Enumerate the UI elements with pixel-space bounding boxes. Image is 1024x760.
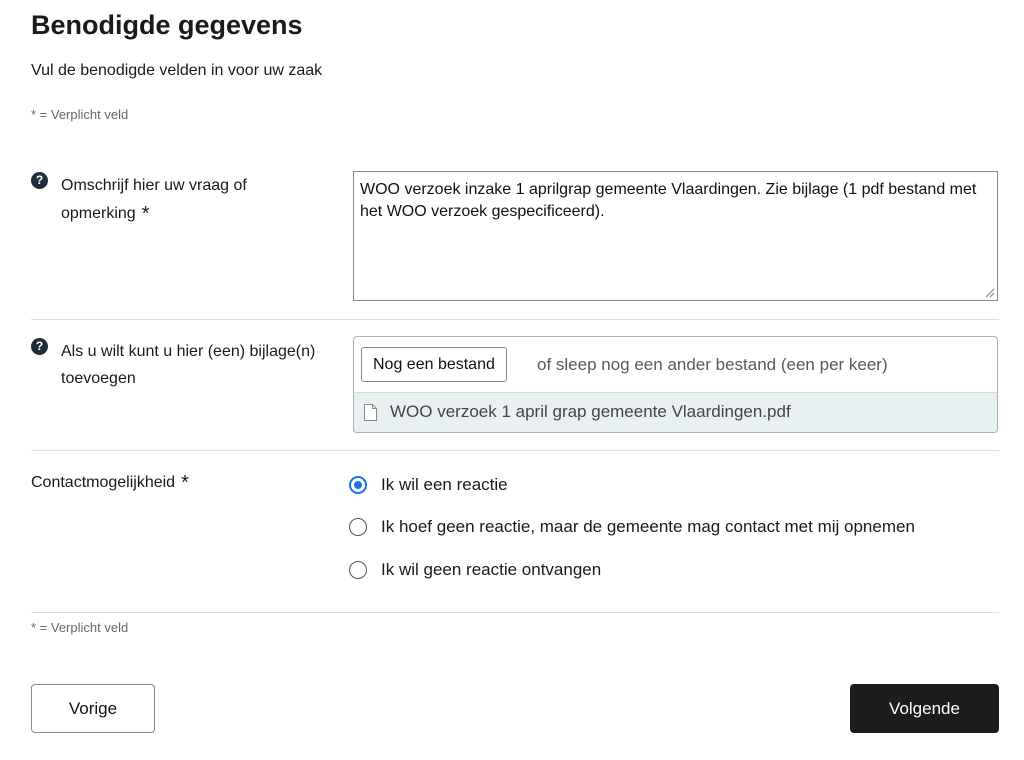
uploaded-file-item [354, 392, 997, 433]
drop-hint-text: of sleep nog een ander bestand (een per keer) [537, 355, 888, 374]
required-star: * [141, 203, 150, 225]
contact-field-label-text: Contactmogelijkheid [31, 474, 176, 491]
radio-label: Ik wil geen reactie ontvangen [381, 560, 602, 579]
previous-button[interactable]: Vorige [31, 684, 155, 733]
add-file-button[interactable]: Nog een bestand [361, 347, 507, 382]
required-field-note: * = Verplicht veld [31, 107, 129, 122]
page-intro: Vul de benodigde velden in voor uw zaak [31, 62, 323, 79]
page-title: Benodigde gegevens [31, 10, 303, 40]
question-circle-icon[interactable]: ? [31, 172, 48, 189]
file-upload-dropzone[interactable] [353, 336, 998, 433]
document-icon [364, 404, 377, 421]
question-field-label-text: Omschrijf hier uw vraag of opmerking [61, 177, 247, 222]
radio-button[interactable] [349, 561, 367, 579]
radio-button-checked[interactable] [349, 476, 367, 494]
radio-label: Ik hoef geen reactie, maar de gemeente mag contact met mij opnemen [381, 517, 915, 536]
attachment-field-label: Als u wilt kunt u hier (een) bijlage(n) toevoegen [61, 343, 316, 387]
section-divider [31, 319, 999, 320]
radio-label: Ik wil een reactie [381, 475, 508, 494]
section-divider [31, 450, 999, 451]
question-circle-icon[interactable]: ? [31, 338, 48, 355]
required-star: * [181, 472, 189, 494]
uploaded-file-name: WOO verzoek 1 april grap gemeente Vlaardingen.pdf [390, 402, 791, 421]
question-field-label [61, 172, 331, 227]
required-field-note: * = Verplicht veld [31, 620, 129, 635]
radio-button[interactable] [349, 518, 367, 536]
upload-row [354, 337, 997, 392]
contact-field-label [31, 470, 189, 493]
question-textarea[interactable] [353, 171, 998, 301]
section-divider [31, 612, 999, 613]
next-button[interactable]: Volgende [850, 684, 999, 733]
